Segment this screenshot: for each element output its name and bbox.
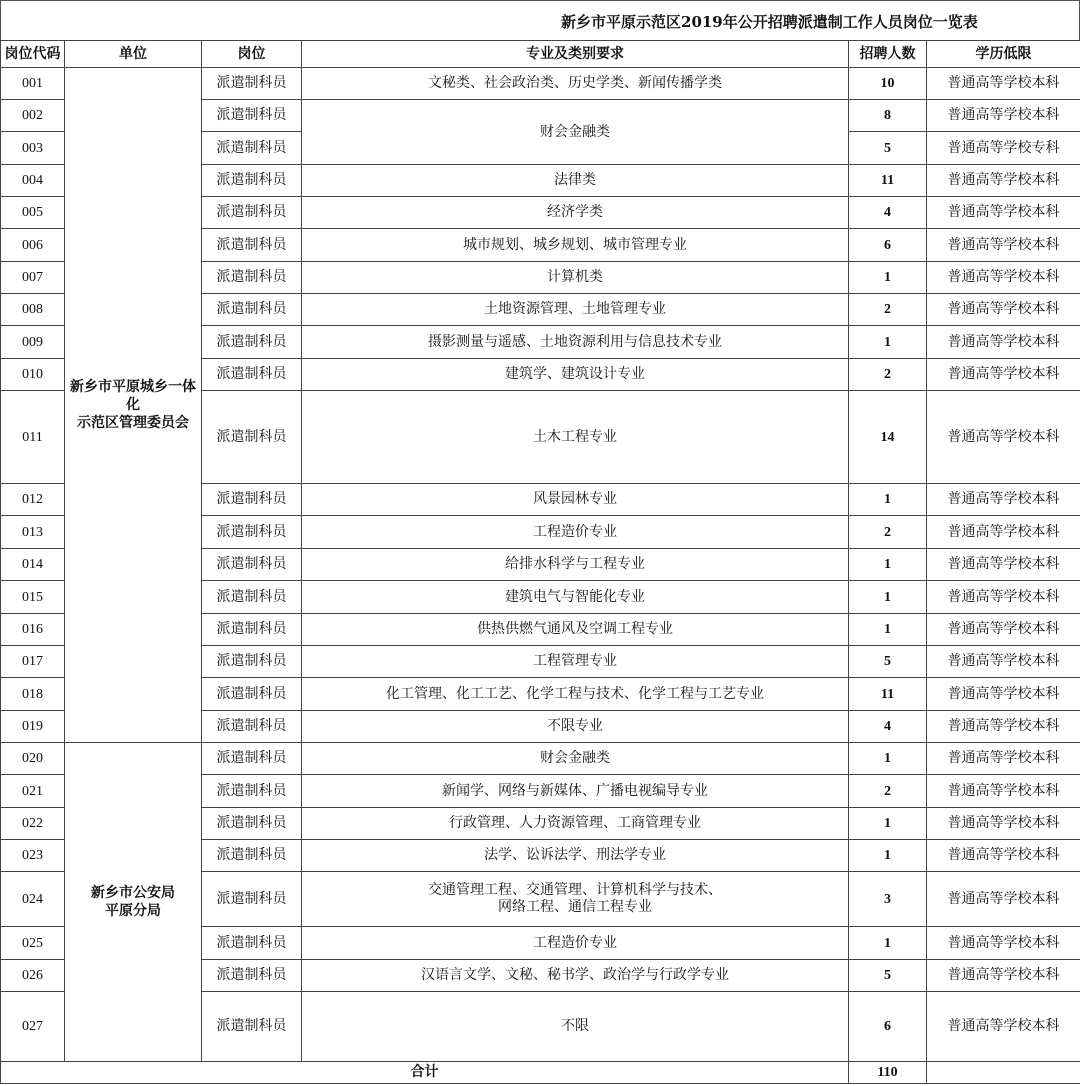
cell-unit: 新乡市公安局 平原分局 — [65, 743, 202, 1062]
cell-count: 1 — [849, 581, 927, 614]
cell-major: 摄影测量与遥感、土地资源利用与信息技术专业 — [302, 326, 849, 359]
cell-major: 城市规划、城乡规划、城市管理专业 — [302, 229, 849, 262]
cell-code: 008 — [1, 294, 65, 326]
cell-code: 023 — [1, 840, 65, 872]
cell-post: 派遣制科员 — [202, 992, 302, 1062]
cell-education: 普通高等学校本科 — [927, 294, 1080, 326]
cell-count: 14 — [849, 391, 927, 484]
cell-count: 1 — [849, 326, 927, 359]
cell-count: 2 — [849, 294, 927, 326]
cell-code: 017 — [1, 646, 65, 678]
cell-major: 供热供燃气通风及空调工程专业 — [302, 614, 849, 646]
cell-post: 派遣制科员 — [202, 743, 302, 775]
cell-code: 013 — [1, 516, 65, 549]
cell-education: 普通高等学校本科 — [927, 516, 1080, 549]
cell-count: 2 — [849, 359, 927, 391]
cell-count: 6 — [849, 992, 927, 1062]
cell-education: 普通高等学校本科 — [927, 872, 1080, 927]
cell-count: 5 — [849, 960, 927, 992]
cell-code: 011 — [1, 391, 65, 484]
cell-count: 1 — [849, 614, 927, 646]
cell-education: 普通高等学校本科 — [927, 229, 1080, 262]
cell-post: 派遣制科员 — [202, 165, 302, 197]
header-count: 招聘人数 — [849, 41, 927, 68]
cell-post: 派遣制科员 — [202, 359, 302, 391]
table-title-bar — [0, 0, 1080, 40]
cell-code: 002 — [1, 100, 65, 132]
cell-education: 普通高等学校本科 — [927, 549, 1080, 581]
cell-major: 新闻学、网络与新媒体、广播电视编导专业 — [302, 775, 849, 808]
cell-count: 1 — [849, 808, 927, 840]
cell-code: 026 — [1, 960, 65, 992]
cell-major: 风景园林专业 — [302, 484, 849, 516]
cell-post: 派遣制科员 — [202, 516, 302, 549]
cell-major: 工程造价专业 — [302, 516, 849, 549]
cell-code: 022 — [1, 808, 65, 840]
cell-count: 10 — [849, 68, 927, 100]
cell-major: 给排水科学与工程专业 — [302, 549, 849, 581]
cell-major: 土木工程专业 — [302, 391, 849, 484]
header-unit: 单位 — [65, 41, 202, 68]
cell-education: 普通高等学校本科 — [927, 840, 1080, 872]
cell-code: 020 — [1, 743, 65, 775]
header-major: 专业及类别要求 — [302, 41, 849, 68]
cell-code: 015 — [1, 581, 65, 614]
cell-education: 普通高等学校本科 — [927, 100, 1080, 132]
cell-education: 普通高等学校本科 — [927, 808, 1080, 840]
cell-major: 法律类 — [302, 165, 849, 197]
cell-post: 派遣制科员 — [202, 100, 302, 132]
cell-post: 派遣制科员 — [202, 391, 302, 484]
cell-post: 派遣制科员 — [202, 294, 302, 326]
cell-count: 5 — [849, 646, 927, 678]
cell-count: 11 — [849, 165, 927, 197]
cell-post: 派遣制科员 — [202, 549, 302, 581]
cell-post: 派遣制科员 — [202, 711, 302, 743]
cell-post: 派遣制科员 — [202, 840, 302, 872]
cell-major: 不限专业 — [302, 711, 849, 743]
cell-major: 汉语言文学、文秘、秘书学、政治学与行政学专业 — [302, 960, 849, 992]
cell-post: 派遣制科员 — [202, 614, 302, 646]
cell-post: 派遣制科员 — [202, 132, 302, 165]
cell-education: 普通高等学校本科 — [927, 992, 1080, 1062]
cell-count: 1 — [849, 927, 927, 960]
cell-education: 普通高等学校本科 — [927, 391, 1080, 484]
cell-major: 文秘类、社会政治类、历史学类、新闻传播学类 — [302, 68, 849, 100]
cell-count: 8 — [849, 100, 927, 132]
cell-post: 派遣制科员 — [202, 872, 302, 927]
cell-education: 普通高等学校专科 — [927, 132, 1080, 165]
table-row — [1, 743, 1080, 775]
cell-education: 普通高等学校本科 — [927, 743, 1080, 775]
cell-education: 普通高等学校本科 — [927, 326, 1080, 359]
cell-count: 1 — [849, 262, 927, 294]
cell-major: 工程造价专业 — [302, 927, 849, 960]
cell-major: 财会金融类 — [302, 100, 849, 165]
cell-post: 派遣制科员 — [202, 197, 302, 229]
cell-code: 006 — [1, 229, 65, 262]
cell-major: 化工管理、化工工艺、化学工程与技术、化学工程与工艺专业 — [302, 678, 849, 711]
cell-count: 1 — [849, 743, 927, 775]
cell-count: 2 — [849, 775, 927, 808]
header-row — [1, 41, 1080, 68]
cell-major: 计算机类 — [302, 262, 849, 294]
cell-post: 派遣制科员 — [202, 581, 302, 614]
cell-count: 5 — [849, 132, 927, 165]
positions-table — [0, 40, 1080, 1084]
total-row — [1, 1062, 1080, 1084]
cell-education: 普通高等学校本科 — [927, 581, 1080, 614]
cell-count: 4 — [849, 197, 927, 229]
cell-count: 1 — [849, 840, 927, 872]
header-code: 岗位代码 — [1, 41, 65, 68]
cell-education: 普通高等学校本科 — [927, 614, 1080, 646]
cell-major: 建筑电气与智能化专业 — [302, 581, 849, 614]
cell-post: 派遣制科员 — [202, 960, 302, 992]
cell-post: 派遣制科员 — [202, 808, 302, 840]
cell-code: 001 — [1, 68, 65, 100]
cell-education: 普通高等学校本科 — [927, 359, 1080, 391]
cell-education: 普通高等学校本科 — [927, 927, 1080, 960]
cell-code: 018 — [1, 678, 65, 711]
cell-code: 012 — [1, 484, 65, 516]
cell-count: 1 — [849, 549, 927, 581]
table-title: 新乡市平原示范区2019年公开招聘派遣制工作人员岗位一览表 — [561, 13, 978, 31]
cell-post: 派遣制科员 — [202, 927, 302, 960]
cell-unit: 新乡市平原城乡一体化 示范区管理委员会 — [65, 68, 202, 743]
cell-code: 004 — [1, 165, 65, 197]
cell-education: 普通高等学校本科 — [927, 165, 1080, 197]
cell-post: 派遣制科员 — [202, 326, 302, 359]
cell-major: 法学、讼诉法学、刑法学专业 — [302, 840, 849, 872]
cell-education: 普通高等学校本科 — [927, 678, 1080, 711]
cell-major: 工程管理专业 — [302, 646, 849, 678]
cell-code: 009 — [1, 326, 65, 359]
cell-code: 007 — [1, 262, 65, 294]
cell-count: 1 — [849, 484, 927, 516]
cell-code: 016 — [1, 614, 65, 646]
cell-code: 027 — [1, 992, 65, 1062]
cell-post: 派遣制科员 — [202, 229, 302, 262]
cell-education: 普通高等学校本科 — [927, 262, 1080, 294]
cell-post: 派遣制科员 — [202, 678, 302, 711]
cell-count: 11 — [849, 678, 927, 711]
cell-count: 4 — [849, 711, 927, 743]
cell-code: 021 — [1, 775, 65, 808]
table-row — [1, 68, 1080, 100]
cell-code: 010 — [1, 359, 65, 391]
cell-major: 经济学类 — [302, 197, 849, 229]
cell-code: 025 — [1, 927, 65, 960]
cell-education: 普通高等学校本科 — [927, 711, 1080, 743]
header-post: 岗位 — [202, 41, 302, 68]
cell-post: 派遣制科员 — [202, 646, 302, 678]
total-count: 110 — [849, 1062, 927, 1084]
cell-education: 普通高等学校本科 — [927, 775, 1080, 808]
cell-major: 不限 — [302, 992, 849, 1062]
cell-major: 财会金融类 — [302, 743, 849, 775]
cell-code: 014 — [1, 549, 65, 581]
cell-count: 6 — [849, 229, 927, 262]
cell-major: 土地资源管理、土地管理专业 — [302, 294, 849, 326]
cell-education: 普通高等学校本科 — [927, 484, 1080, 516]
cell-count: 3 — [849, 872, 927, 927]
cell-post: 派遣制科员 — [202, 484, 302, 516]
cell-major: 交通管理工程、交通管理、计算机科学与技术、 网络工程、通信工程专业 — [302, 872, 849, 927]
cell-code: 024 — [1, 872, 65, 927]
cell-code: 003 — [1, 132, 65, 165]
cell-post: 派遣制科员 — [202, 68, 302, 100]
cell-post: 派遣制科员 — [202, 262, 302, 294]
cell-education: 普通高等学校本科 — [927, 960, 1080, 992]
cell-post: 派遣制科员 — [202, 775, 302, 808]
cell-count: 2 — [849, 516, 927, 549]
cell-major: 建筑学、建筑设计专业 — [302, 359, 849, 391]
total-education-empty — [927, 1062, 1080, 1084]
total-label: 合计 — [1, 1062, 849, 1084]
cell-code: 005 — [1, 197, 65, 229]
header-education: 学历低限 — [927, 41, 1080, 68]
cell-education: 普通高等学校本科 — [927, 197, 1080, 229]
cell-code: 019 — [1, 711, 65, 743]
cell-education: 普通高等学校本科 — [927, 646, 1080, 678]
cell-major: 行政管理、人力资源管理、工商管理专业 — [302, 808, 849, 840]
cell-education: 普通高等学校本科 — [927, 68, 1080, 100]
